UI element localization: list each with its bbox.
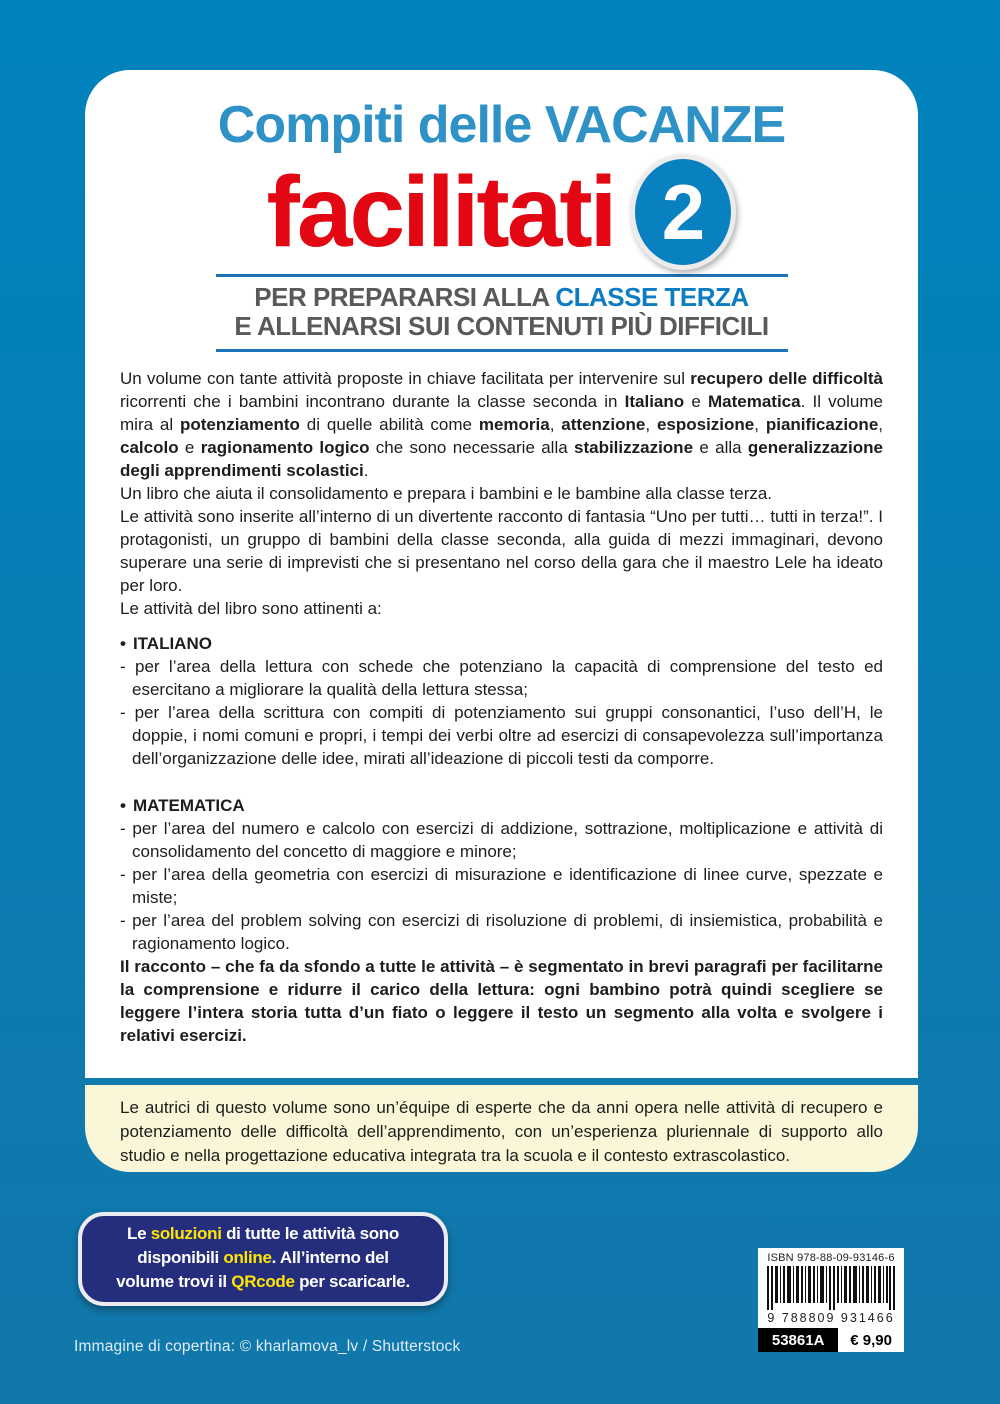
- solutions-line-3: volume trovi il QRcode per scaricarle.: [116, 1272, 410, 1291]
- barcode-icon: [765, 1266, 897, 1310]
- authors-box: [85, 1085, 918, 1172]
- isbn-label: ISBN 978-88-09-93146-6: [767, 1252, 895, 1264]
- edition-number: 2: [661, 168, 706, 256]
- list-item: - per l’area della scrittura con compiti di potenziamento sui gruppi consonantici, l’uso dell’H, le doppie, i nomi comuni e propri, i tempi dei verbi oltre ad esercizi di consapevolezza sull’importanza dell’organizzazione delle idee, mirati all’ideazione di piccoli testi da comporre.: [120, 703, 883, 768]
- product-code: 53861A: [758, 1328, 838, 1352]
- bullet-icon: •: [120, 634, 126, 653]
- section-matematica-title: MATEMATICA: [132, 796, 245, 815]
- section-matematica-header: [120, 794, 883, 817]
- price-row: [758, 1328, 904, 1352]
- story-paragraph: Le attività sono inserite all’interno di un divertente racconto di fantasia “Uno per tutti… tutti in terza!”. I protagonisti, un gruppo di bambini della classe seconda, alla guida di mezzi immaginari, devono superare una serie di imprevisti che si presentano nel corso della gara che il maestro Lele ha ideato per loro.: [120, 507, 883, 595]
- intro-paragraph: Un volume con tante attività proposte in chiave facilitata per intervenire sul recupero delle difficoltà ricorrenti che i bambini incontrano durante la classe seconda in Italiano e Matematica. Il volume mira al potenziamento di quelle abilità come memoria, attenzione, esposizione, pianificazione, calcolo e ragionamento logico che sono necessarie alla stabilizzazione e alla generalizzazione degli apprendimenti scolastici.: [120, 369, 884, 480]
- matematica-list: [120, 817, 883, 955]
- book-title: facilitati: [266, 156, 615, 268]
- subtitle-block: [216, 274, 788, 352]
- racconto-paragraph: Il racconto – che fa da sfondo a tutte le attività – è segmentato in brevi paragrafi per facilitarne la comprensione e ridurre il carico della lettura: ogni bambino potrà quindi scegliere se leggere l’intera storia tutta d’un fiato o leggere il testo un segmento alla volta e svolgere i relativi esercizi.: [120, 957, 883, 1045]
- solutions-box: [78, 1212, 448, 1306]
- cover-image-credit: Immagine di copertina: © kharlamova_lv / Shutterstock: [74, 1337, 461, 1355]
- bullet-icon: •: [120, 796, 126, 815]
- back-cover-copy: [120, 367, 883, 1047]
- list-item: - per l’area della geometria con esercizi di misurazione e identificazione di linee curve, spezzate e miste;: [120, 865, 883, 907]
- title-row: [120, 156, 883, 268]
- header: [120, 70, 883, 352]
- intro-paragraph-line: Un libro che aiuta il consolidamento e prepara i bambini e le bambine alla classe terza.: [120, 484, 773, 503]
- list-item: - per l’area della lettura con schede che potenziano la capacità di comprensione del testo ed esercitano a migliorare la qualità della lettura stessa;: [120, 657, 883, 699]
- italiano-list: [120, 655, 883, 770]
- series-title: Compiti delle VACANZE: [217, 96, 786, 154]
- subtitle-line-2: E ALLENARSI SUI CONTENUTI PIÙ DIFFICILI: [234, 311, 769, 341]
- barcode-block: [758, 1248, 904, 1352]
- list-item: - per l’area del numero e calcolo con esercizi di addizione, sottrazione, moltiplicazione e attività di consolidamento del concetto di maggiore e minore;: [120, 819, 883, 861]
- cover-card: [85, 70, 918, 1172]
- authors-text: Le autrici di questo volume sono un’équipe di esperte che da anni opera nelle attività di recupero e potenziamento delle difficoltà dell’apprendimento, con un’esperienza pluriennale di supporto allo studio e nella progettazione educativa integrata tra la scuola e il contesto extrascolastico.: [120, 1098, 883, 1165]
- list-item: - per l’area del problem solving con esercizi di risoluzione di problemi, di insiemistica, probabilità e ragionamento logico.: [120, 911, 883, 953]
- subtitle-line-1: PER PREPARARSI ALLA CLASSE TERZA: [254, 282, 749, 312]
- cover-card-white-area: [85, 70, 918, 1078]
- edition-number-badge: [630, 154, 736, 270]
- section-italiano: [120, 632, 883, 770]
- price: € 9,90: [838, 1328, 904, 1352]
- section-italiano-header: [120, 632, 883, 655]
- solutions-line-1: Le soluzioni di tutte le attività sono: [127, 1224, 399, 1243]
- section-matematica: [120, 794, 883, 955]
- activities-intro: Le attività del libro sono attinenti a:: [120, 599, 382, 618]
- section-italiano-title: ITALIANO: [132, 634, 212, 653]
- barcode-digits: 9 788809 931466: [767, 1311, 895, 1325]
- solutions-line-2: disponibili online. All’interno del: [137, 1248, 389, 1267]
